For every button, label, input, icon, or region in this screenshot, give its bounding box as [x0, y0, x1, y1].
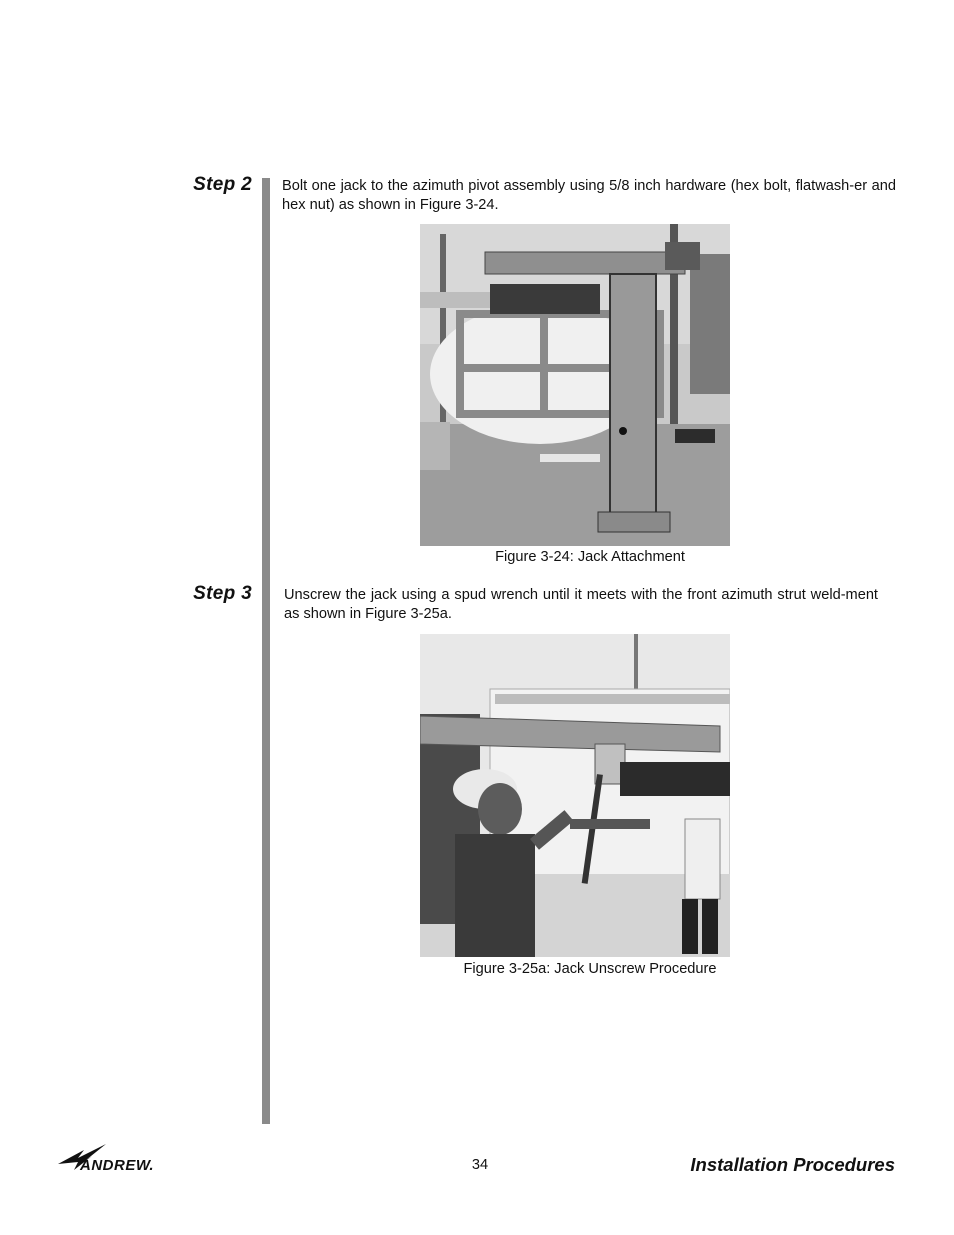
- margin-rule: [262, 178, 270, 1124]
- page-number: 34: [471, 1157, 489, 1173]
- step-3-label: Step 3: [193, 583, 252, 604]
- section-title: Installation Procedures: [690, 1154, 895, 1175]
- figure-3-24-photo: [420, 224, 730, 546]
- step-2-label: Step 2: [193, 174, 252, 195]
- figure-3-25a-photo: [420, 634, 730, 957]
- figure-3-24-caption: Figure 3-24: Jack Attachment: [495, 549, 685, 565]
- step-3-instructions: Unscrew the jack using a spud wrench until it meets with the front azimuth strut weld-ment as shown in Figure 3-25a.: [284, 587, 878, 622]
- figure-3-25a-caption: Figure 3-25a: Jack Unscrew Procedure: [463, 961, 717, 977]
- step-2-instructions: Bolt one jack to the azimuth pivot assembly using 5/8 inch hardware (hex bolt, flatwash-er and hex nut) as shown in Figure 3-24.: [282, 178, 896, 213]
- andrew-logo-text: ANDREW.: [80, 1157, 155, 1174]
